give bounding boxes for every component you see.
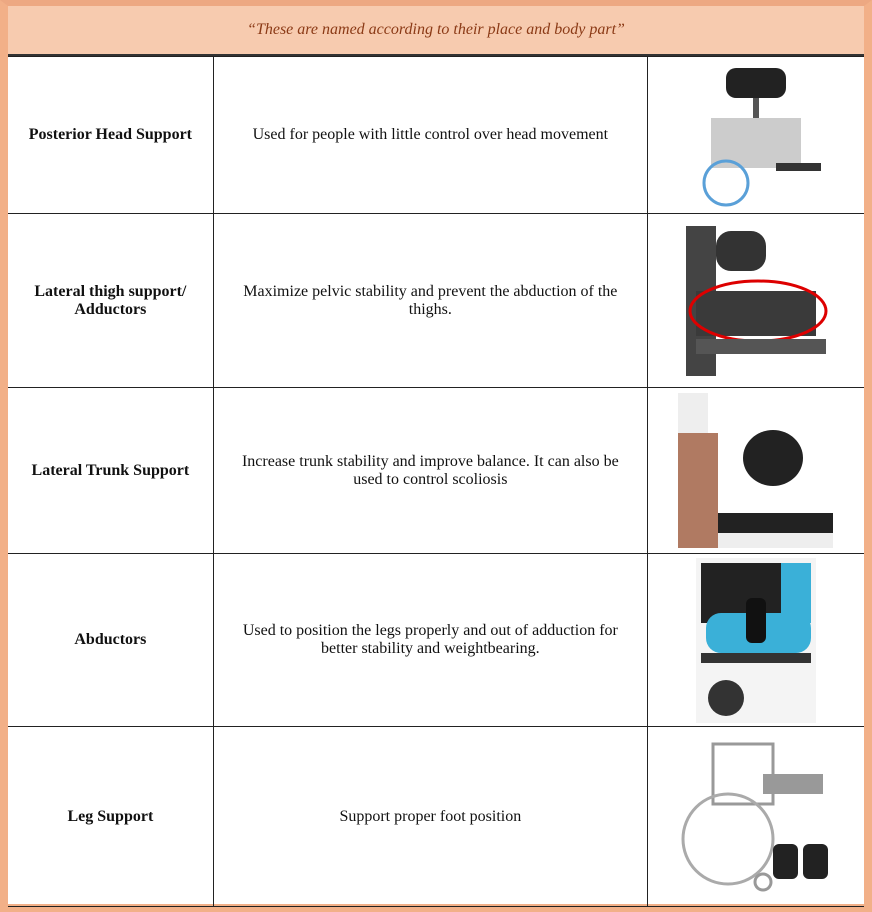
headrest-image <box>647 57 864 214</box>
support-description: Maximize pelvic stability and prevent the abduction of the thighs. <box>213 214 647 388</box>
support-name: Abductors <box>8 554 213 727</box>
support-description: Used to position the legs properly and out of adduction for better stability and weightbearing. <box>213 554 647 727</box>
lateral-thigh-support-image <box>647 214 864 388</box>
support-name: Lateral thigh support/ Adductors <box>8 214 213 388</box>
table-row <box>8 214 864 388</box>
abductor-image <box>647 554 864 727</box>
support-name: Posterior Head Support <box>8 57 213 214</box>
support-description: Support proper foot position <box>213 727 647 907</box>
leg-support-image <box>647 727 864 907</box>
table-row <box>8 388 864 554</box>
table-row <box>8 57 864 214</box>
support-description: Increase trunk stability and improve balance. It can also be used to control scoliosis <box>213 388 647 554</box>
support-name: Lateral Trunk Support <box>8 388 213 554</box>
table-row <box>8 727 864 907</box>
support-description: Used for people with little control over head movement <box>213 57 647 214</box>
support-table <box>8 56 864 907</box>
table-row <box>8 554 864 727</box>
table-caption: “These are named according to their place and body part” <box>8 6 864 56</box>
support-name: Leg Support <box>8 727 213 907</box>
lateral-trunk-support-image <box>647 388 864 554</box>
